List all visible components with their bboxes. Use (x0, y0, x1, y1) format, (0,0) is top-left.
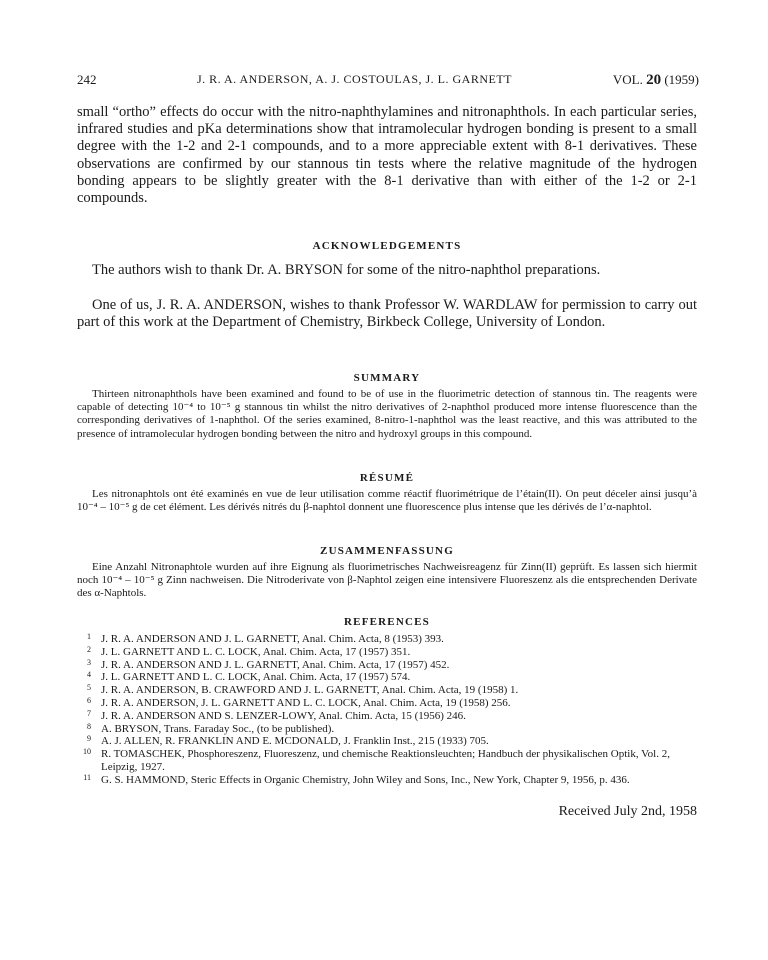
reference-number: 2 (87, 644, 91, 654)
reference-item (77, 646, 697, 659)
intro-paragraph: small “ortho” effects do occur with the nitro-naphthylamines and nitronaphthols. In each particular series, infrared studies and pKa determinations show that intramolecular hydrogen bonding is present to a small degree with the 1-2 and 2-1 compounds, and to a more appreciable extent with 8-1 derivatives. These observations are confirmed by our stannous tin tests where the relative magnitude of the hydrogen bonding appears to be slightly greater with the 8-1 derivative than with either of the 1-2 or 2-1 compounds. (77, 104, 697, 207)
reference-number: 5 (87, 683, 91, 693)
reference-number: 3 (87, 657, 91, 667)
reference-text: J. L. GARNETT AND L. C. LOCK, Anal. Chim. Acta, 17 (1957) 351. (101, 645, 411, 658)
running-header-authors: J. R. A. ANDERSON, A. J. COSTOULAS, J. L. GARNETT (197, 72, 512, 86)
reference-item (77, 659, 697, 672)
reference-text: J. R. A. ANDERSON AND J. L. GARNETT, Anal. Chim. Acta, 8 (1953) 393. (101, 633, 444, 645)
reference-text: J. R. A. ANDERSON, B. CRAWFORD AND J. L. GARNETT, Anal. Chim. Acta, 19 (1958) 1. (101, 684, 519, 697)
reference-number: 6 (87, 695, 91, 705)
volume-label: VOL. (612, 72, 643, 87)
reference-item (77, 684, 697, 697)
reference-text: J. R. A. ANDERSON AND S. LENZER-LOWY, Anal. Chim. Acta, 15 (1956) 246. (101, 709, 466, 722)
resume-text: Les nitronaphtols ont été examinés en vue de leur utilisation comme réactif fluorimétrique de l’étain(II). On peut déceler ainsi jusqu’à 10⁻⁴ – 10⁻⁵ g de cet élément. Les dérivés nitrés du β-naphtol donnent une fluorescence plus intense que les dérivés de l’α-naphtol. (77, 488, 697, 514)
acknowledgements-paragraph-2: One of us, J. R. A. ANDERSON, wishes to thank Professor W. WARDLAW for permission to carry out part of this work at the Department of Chemistry, Birkbeck College, University of London. (77, 297, 697, 331)
received-date: Received July 2nd, 1958 (558, 804, 697, 819)
summary-heading: SUMMARY (353, 372, 421, 384)
acknowledgements-paragraph-1: The authors wish to thank Dr. A. BRYSON for some of the nitro-naphthol preparations. (92, 262, 601, 278)
volume-year: (1959) (664, 72, 699, 87)
reference-number: 8 (87, 721, 91, 731)
reference-text: A. BRYSON, Trans. Faraday Soc., (to be published). (101, 722, 335, 735)
reference-text: R. TOMASCHEK, Phosphoreszenz, Fluoreszenz, und chemische Reaktionsleuchten; Handbuch der physikalischen Optik, Vol. 2, Leipzig, 1927. (101, 748, 670, 773)
reference-text: A. J. ALLEN, R. FRANKLIN AND E. MCDONALD, J. Franklin Inst., 215 (1933) 705. (101, 735, 489, 748)
summary-text: Thirteen nitronaphthols have been examined and found to be of use in the fluorimetric detection of stannous tin. The reagents were capable of detecting 10⁻⁴ to 10⁻⁵ g stannous tin whilst the nitro derivatives of 2-naphthol produced more intense fluorescence than the corresponding derivatives of 1-naphthol. Of the series examined, 8-nitro-1-naphthol was the least reactive, and this was attributed to the presence of intramolecular hydrogen bonding between the nitro and hydroxyl groups in this compound. (77, 388, 697, 440)
reference-item (77, 735, 697, 748)
reference-number: 1 (87, 632, 91, 641)
reference-number: 9 (87, 734, 91, 744)
acknowledgements-heading: ACKNOWLEDGEMENTS (312, 240, 462, 252)
reference-text: G. S. HAMMOND, Steric Effects in Organic Chemistry, John Wiley and Sons, Inc., New York, Chapter 9, 1956, p. 436. (101, 773, 630, 786)
reference-item (77, 671, 697, 684)
reference-item (77, 710, 697, 723)
page-number: 242 (77, 72, 97, 87)
references-heading: REFERENCES (344, 616, 430, 628)
reference-item (77, 633, 697, 646)
journal-volume (613, 72, 699, 89)
resume-heading: RÉSUMÉ (359, 472, 415, 484)
reference-item (77, 748, 697, 774)
reference-text: J. R. A. ANDERSON AND J. L. GARNETT, Anal. Chim. Acta, 17 (1957) 452. (101, 658, 450, 671)
reference-number: 10 (83, 747, 91, 757)
zusammenfassung-heading: ZUSAMMENFASSUNG (320, 545, 454, 557)
volume-number: 20 (646, 72, 662, 88)
reference-list (77, 633, 697, 787)
reference-item (77, 697, 697, 710)
reference-text: J. R. A. ANDERSON, J. L. GARNETT AND L. C. LOCK, Anal. Chim. Acta, 19 (1958) 256. (101, 696, 511, 709)
reference-number: 7 (87, 708, 91, 718)
zusammenfassung-text: Eine Anzahl Nitronaphtole wurden auf ihre Eignung als fluorimetrisches Nachweisreagenz für Zinn(II) geprüft. Es lassen sich hiermit noch 10⁻⁴ – 10⁻⁵ g Zinn nachweisen. Die Nitroderivate von β-Naphtol zeigen eine intensivere Fluoreszenz als die entsprechenden Derivate des α-Naphtols. (77, 561, 697, 600)
reference-number: 4 (87, 670, 91, 680)
reference-item (77, 723, 697, 736)
reference-item (77, 774, 697, 787)
reference-text: J. L. GARNETT AND L. C. LOCK, Anal. Chim. Acta, 17 (1957) 574. (101, 671, 411, 684)
running-header (77, 72, 699, 92)
reference-number: 11 (83, 772, 91, 782)
